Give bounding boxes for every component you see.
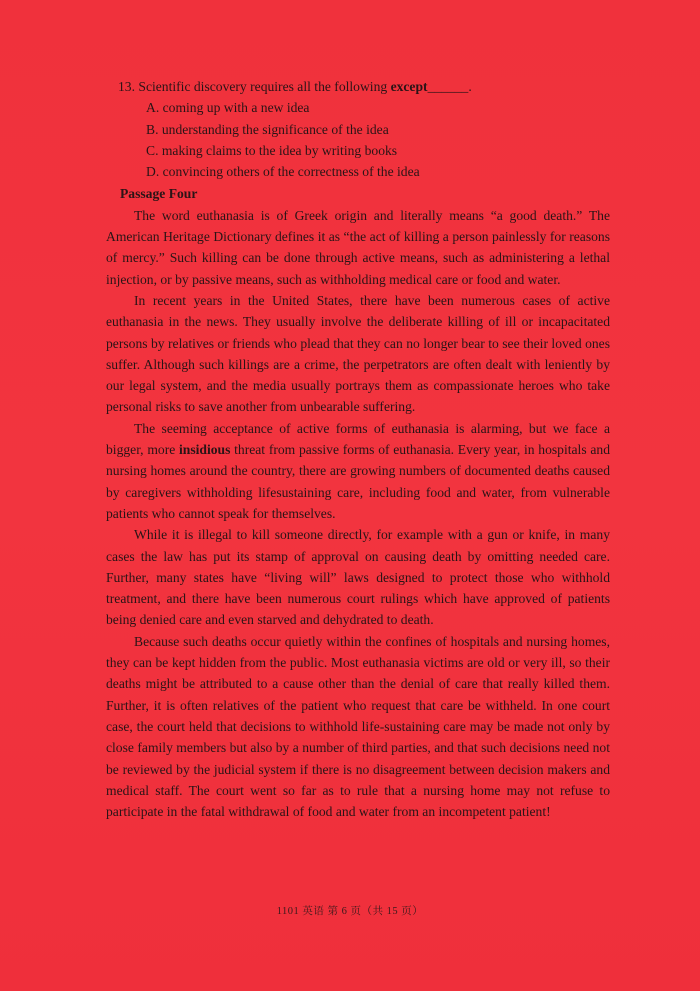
passage-paragraph-3 [106, 418, 610, 524]
page-content [106, 76, 610, 822]
passage-paragraph-5: Because such deaths occur quietly within the confines of hospitals and nursing homes, they can be kept hidden from the public. Most euthanasia victims are old or very ill, so their deaths might be attributed to a cause other than the denial of care that really killed them. Further, it is often relatives of the patient who request that care be withheld. In one court case, the court held that decisions to withhold life-sustaining care may be made not only by close family members but also by a number of third parties, and that such decisions need not be reviewed by the judicial system if there is no disagreement between decision makers and medical staff. The court went so far as to rule that a nursing home may not refuse to participate in the fatal withdrawal of food and water from an incompetent patient! [106, 633, 610, 820]
option-b: B. understanding the significance of the idea [146, 121, 389, 137]
paragraph-3-part-2: threat from passive forms of euthanasia. Every year, in hospitals and nursing homes around the country, there are growing numbers of documented deaths caused by caregivers withholding lifesustaining care, including food and water, from vulnerable patients who cannot speak for themselves. [106, 442, 610, 521]
insidious-keyword: insidious [179, 442, 231, 458]
question-13 [106, 76, 610, 97]
question-13-options [106, 97, 610, 182]
question-13-emphasis: except [390, 79, 428, 94]
question-13-blank: ______. [427, 79, 472, 94]
option-a: A. coming up with a new idea [146, 100, 310, 116]
page-footer: 1101 英语 第 6 页（共 15 页） [276, 906, 424, 917]
question-13-stem: 13. Scientific discovery requires all the following [118, 79, 391, 94]
option-d: D. convincing others of the correctness of the idea [146, 164, 420, 180]
paragraph-3-part-1: The seeming acceptance of active forms of euthanasia is alarming, but we face a bigger, more [106, 420, 610, 458]
option-c: C. making claims to the idea by writing books [146, 142, 398, 158]
passage-title: Passage Four [120, 186, 198, 202]
passage-paragraph-2: In recent years in the United States, there have been numerous cases of active euthanasia in the news. They usually involve the deliberate killing of ill or incapacitated persons by relatives or friends who plead that they can no longer bear to see their loved ones suffer. Although such killings are a crime, the perpetrators are often dealt with leniently by our legal system, and the media usually portrays them as compassionate heroes who take personal risks to save another from unbearable suffering. [106, 292, 610, 415]
passage-paragraph-1: The word euthanasia is of Greek origin and literally means “a good death.” The American Heritage Dictionary defines it as “the act of killing a person painlessly for reasons of mercy.” Such killing can be done through active means, such as administering a lethal injection, or by passive means, such as withholding medical care or food and water. [106, 207, 610, 287]
passage-paragraph-4: While it is illegal to kill someone directly, for example with a gun or knife, in many cases the law has put its stamp of approval on causing death by omitting needed care. Further, many states have “living will” laws designed to protect those who withhold treatment, and there have been numerous court rulings which have approved of patients being denied care and even starved and dehydrated to death. [106, 527, 610, 628]
